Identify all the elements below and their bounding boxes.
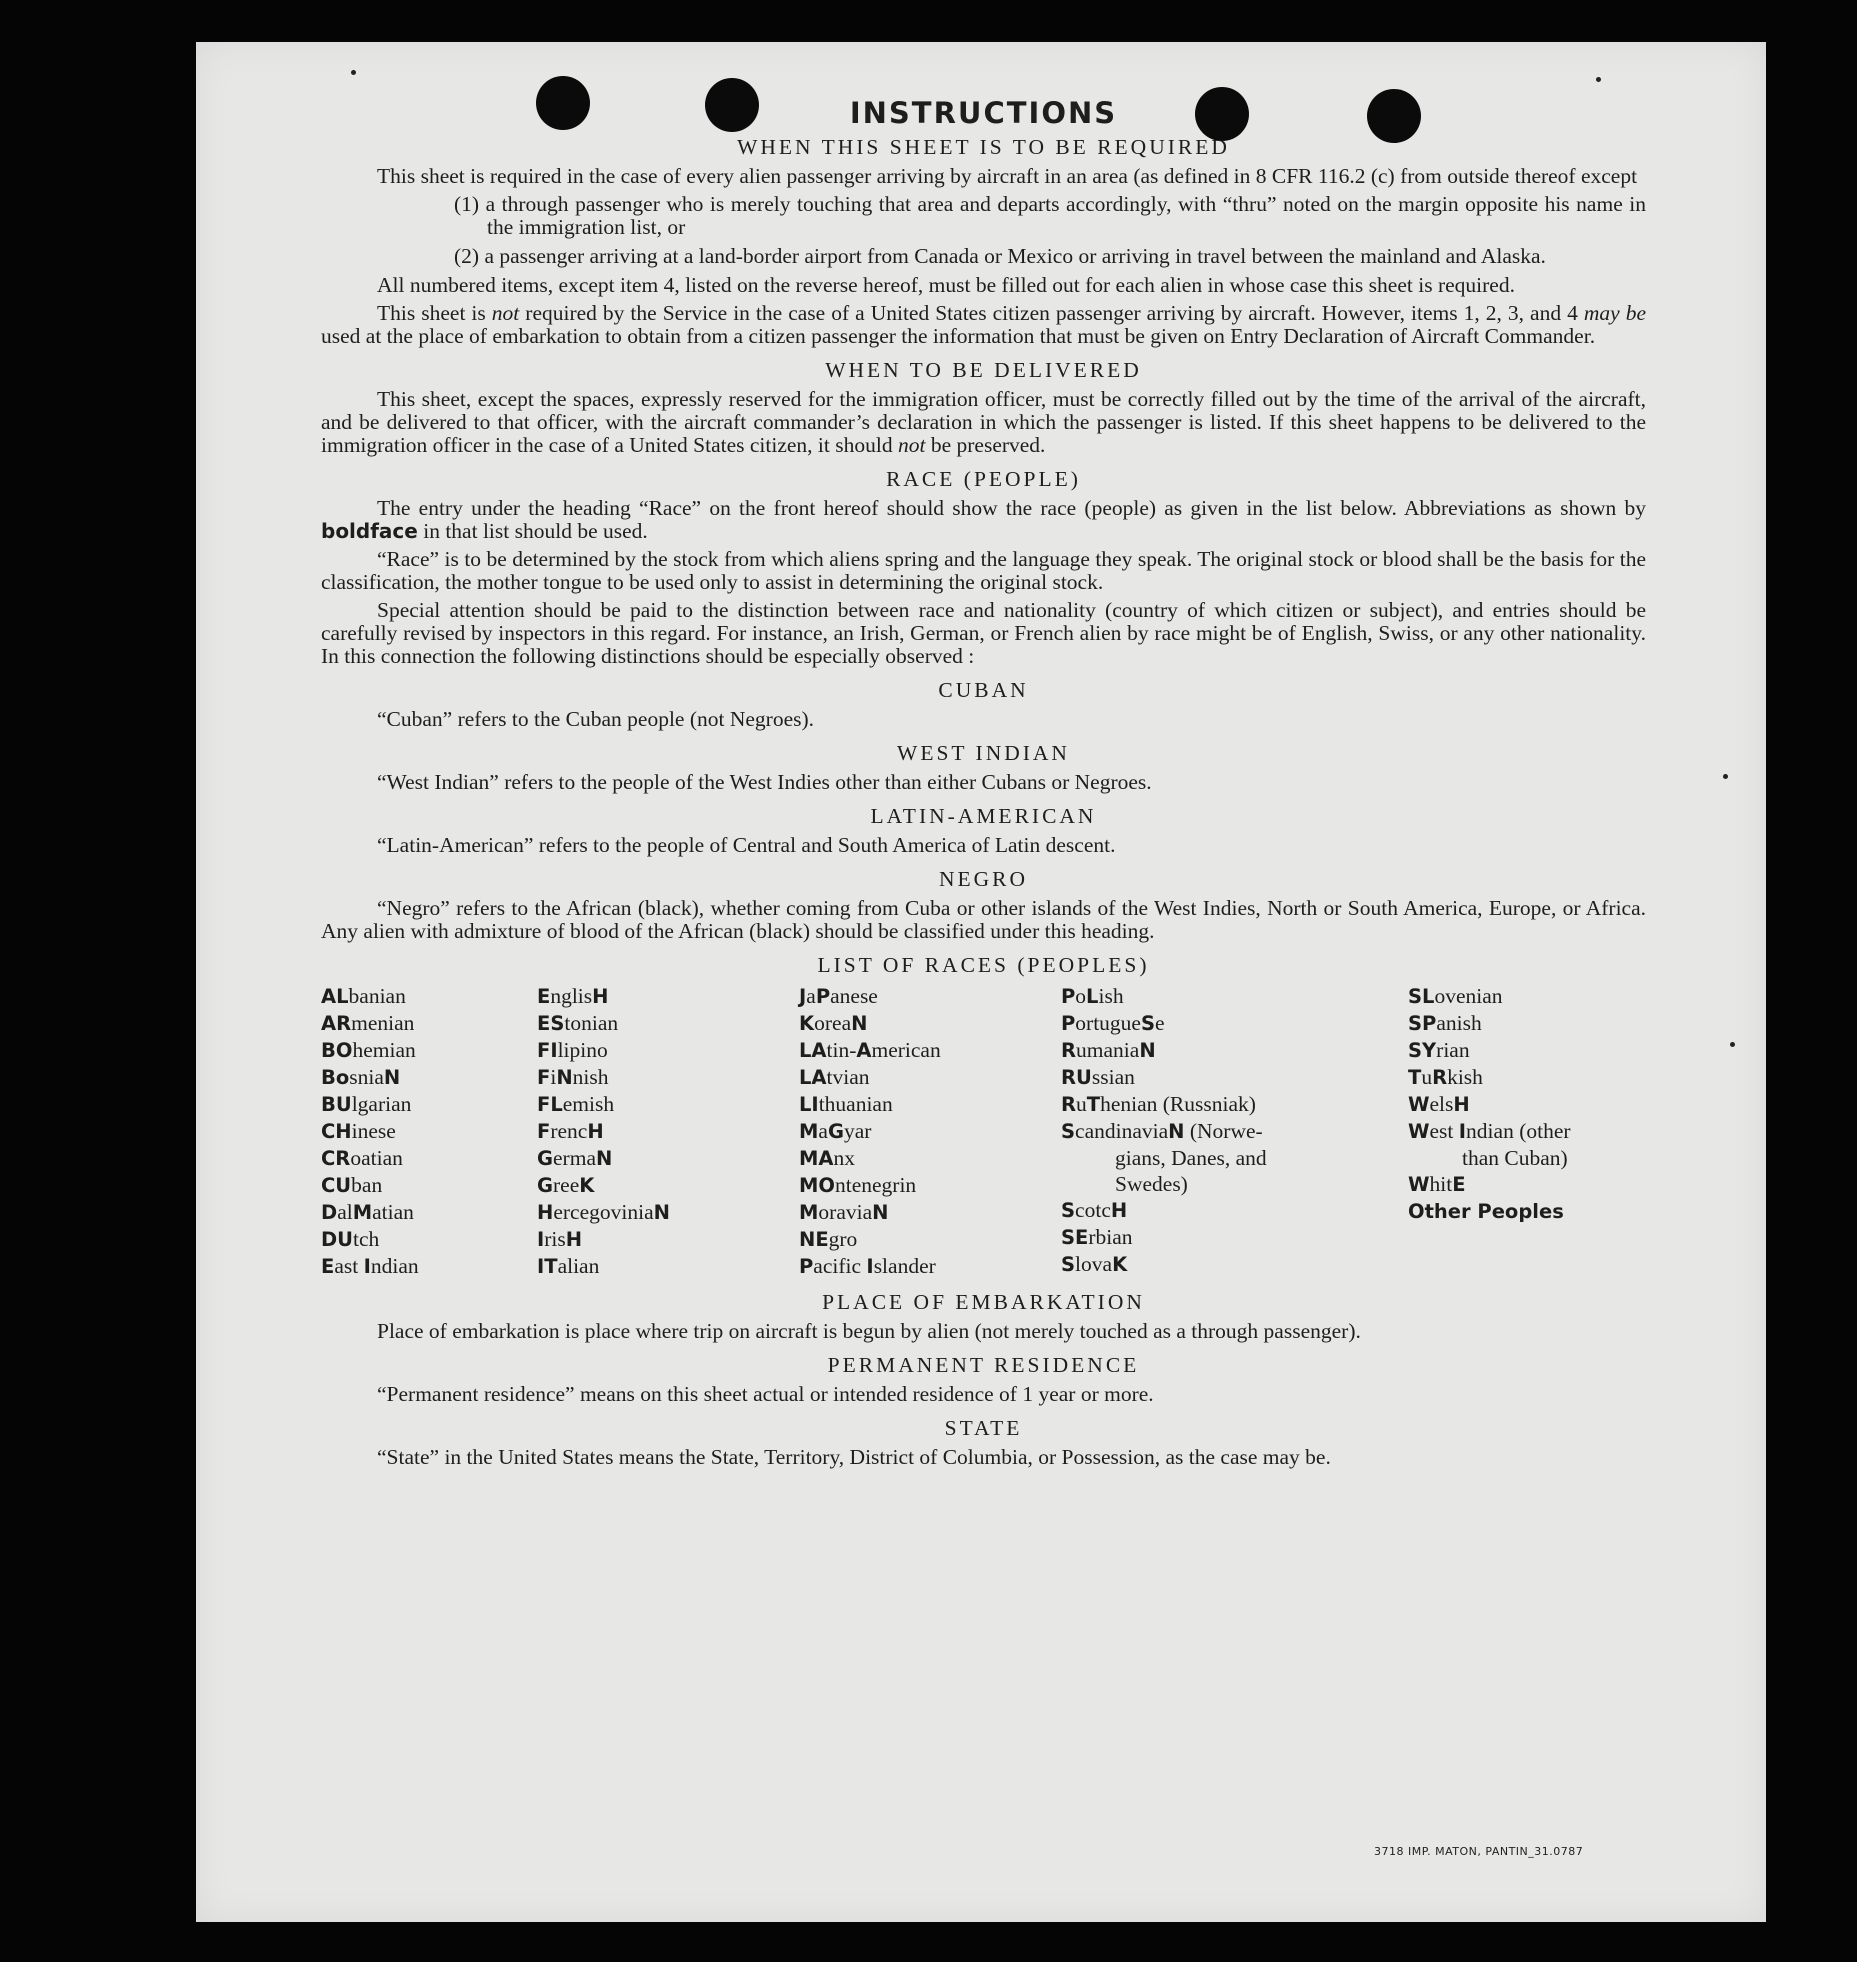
race-abbrev: L [1086, 985, 1099, 1008]
race-abbrev: S [1140, 1012, 1156, 1035]
race-abbrev: H [1453, 1093, 1470, 1116]
race-entry [321, 1172, 537, 1199]
race-text: yar [843, 1119, 872, 1143]
race-abbrev: S [1061, 1120, 1076, 1143]
race-entry [537, 1145, 799, 1172]
race-abbrev: CH [321, 1120, 352, 1143]
race-text: oatian [350, 1146, 403, 1170]
race-abbrev: G [537, 1174, 554, 1197]
race-abbrev: LI [799, 1093, 819, 1116]
text-run: The entry under the heading “Race” on the front hereof should show the race (people) as given in the list below. Abbreviations as shown by [377, 496, 1646, 520]
race-abbrev: F [537, 1066, 551, 1089]
race-text: anish [1436, 1011, 1482, 1035]
race-abbrev: M [799, 1201, 819, 1224]
race-abbrev: F [537, 1120, 551, 1143]
race-abbrev: Other Peoples [1408, 1200, 1564, 1223]
race-text: atian [372, 1200, 414, 1224]
race-abbrev: IT [537, 1255, 558, 1278]
page-title: INSTRUCTIONS [849, 96, 1118, 130]
race-entry [321, 1091, 537, 1118]
text-run: required by the Service in the case of a United States citizen passenger arriving by aircraft. However, items 1, 2, 3, and 4 [519, 301, 1584, 325]
race-abbrev: I [1458, 1120, 1467, 1143]
race-entry [1408, 1010, 1646, 1037]
race-abbrev: K [799, 1012, 815, 1035]
paragraph: “Permanent residence” means on this sheet actual or intended residence of 1 year or more. [377, 1382, 1154, 1406]
race-abbrev: T [1408, 1066, 1422, 1089]
race-text: ris [544, 1227, 566, 1251]
race-column [1061, 983, 1408, 1280]
section-heading: WHEN THIS SHEET IS TO BE REQUIRED [737, 135, 1230, 159]
race-text: ercegovinia [553, 1200, 654, 1224]
race-column [799, 983, 1061, 1280]
race-text: nglis [550, 984, 593, 1008]
race-entry [1408, 1118, 1646, 1145]
section-heading: RACE (PEOPLE) [886, 467, 1081, 491]
race-text: rbian [1088, 1225, 1133, 1249]
race-text: u [1421, 1065, 1433, 1089]
race-text: lipino [557, 1038, 608, 1062]
race-entry [1061, 1064, 1408, 1091]
race-abbrev: M [799, 1120, 819, 1143]
race-text: gians, Danes, and [1115, 1146, 1267, 1170]
race-abbrev: G [537, 1147, 554, 1170]
race-abbrev: E [1452, 1173, 1466, 1196]
race-abbrev: E [537, 985, 551, 1008]
race-entry [1408, 1145, 1646, 1171]
race-text: al [337, 1200, 353, 1224]
race-entry [537, 1172, 799, 1199]
printer-imprint: 3718 IMP. MATON, PANTIN_31.0787 [1374, 1845, 1584, 1858]
race-text: gro [828, 1227, 858, 1251]
race-abbrev: LA [799, 1066, 827, 1089]
race-abbrev: I [537, 1228, 545, 1251]
race-abbrev: R [1061, 1039, 1077, 1062]
race-text: emish [562, 1092, 615, 1116]
race-entry [1061, 1037, 1408, 1064]
race-text: ssian [1091, 1065, 1135, 1089]
race-text: inese [351, 1119, 396, 1143]
race-abbrev: H [592, 985, 609, 1008]
race-abbrev: N [653, 1201, 670, 1224]
race-text: i [550, 1065, 557, 1089]
race-text: els [1429, 1092, 1454, 1116]
race-text: merican [871, 1038, 941, 1062]
race-abbrev: H [565, 1228, 583, 1251]
race-entry [799, 983, 1061, 1010]
race-abbrev: H [1110, 1199, 1128, 1222]
race-text: snia [349, 1065, 384, 1089]
race-entry [321, 1199, 537, 1226]
race-entry [799, 1253, 1061, 1280]
race-entry [1061, 1197, 1408, 1224]
ink-speck [1596, 77, 1601, 82]
race-text: lova [1075, 1252, 1113, 1276]
race-entry [537, 1010, 799, 1037]
race-abbrev: LA [799, 1039, 827, 1062]
race-entry [1061, 1091, 1408, 1118]
text-run: used at the place of embarkation to obtain from a citizen passenger the information that must be given on Entry Declaration of Aircraft Commander. [321, 324, 1596, 348]
race-abbrev: BO [321, 1039, 353, 1062]
race-entry [1061, 1251, 1408, 1278]
race-abbrev: SY [1408, 1039, 1437, 1062]
race-entry [321, 1118, 537, 1145]
race-abbrev: K [1112, 1253, 1128, 1276]
race-abbrev: RU [1061, 1066, 1092, 1089]
race-text: alian [557, 1254, 600, 1278]
race-entry [321, 1064, 537, 1091]
race-text: than Cuban) [1462, 1146, 1568, 1170]
race-text: oravia [818, 1200, 873, 1224]
race-abbrev: P [1061, 985, 1076, 1008]
section-heading: PERMANENT RESIDENCE [827, 1353, 1140, 1377]
race-abbrev: SL [1408, 985, 1435, 1008]
race-entry [799, 1199, 1061, 1226]
section-heading: WEST INDIAN [897, 741, 1070, 765]
boldface-word: boldface [321, 519, 418, 543]
race-entry [321, 1037, 537, 1064]
race-text: ree [553, 1173, 580, 1197]
race-text: acific [813, 1254, 867, 1278]
race-text: tonian [564, 1011, 619, 1035]
race-abbrev: FI [537, 1039, 558, 1062]
race-abbrev: N [595, 1147, 613, 1170]
race-entry [537, 1037, 799, 1064]
race-abbrev: NE [799, 1228, 829, 1251]
section-heading: NEGRO [938, 867, 1029, 891]
race-abbrev: S [1061, 1253, 1076, 1276]
race-text: ortugue [1075, 1011, 1141, 1035]
race-text: umania [1076, 1038, 1140, 1062]
race-abbrev: G [827, 1120, 844, 1143]
race-entry [799, 1064, 1061, 1091]
race-entry [799, 1172, 1061, 1199]
race-abbrev: W [1408, 1173, 1430, 1196]
race-entry [1061, 983, 1408, 1010]
text-run: be preserved. [925, 433, 1046, 457]
race-text: tvian [826, 1065, 870, 1089]
race-entry [321, 1010, 537, 1037]
race-text: erma [553, 1146, 596, 1170]
race-abbrev: MA [799, 1147, 834, 1170]
race-text: ndian [370, 1254, 419, 1278]
race-text: kish [1447, 1065, 1483, 1089]
race-abbrev: FL [537, 1093, 563, 1116]
race-abbrev: H [587, 1120, 604, 1143]
section-heading: LIST OF RACES (PEOPLES) [817, 953, 1150, 977]
race-abbrev: N [556, 1066, 573, 1089]
paragraph: “Latin-American” refers to the people of Central and South America of Latin descent. [377, 833, 1116, 857]
race-entry [1408, 1091, 1646, 1118]
race-abbrev: H [537, 1201, 554, 1224]
race-text: anese [830, 984, 878, 1008]
race-entry [537, 1226, 799, 1253]
text-run: This sheet is [377, 301, 492, 325]
race-text: a [806, 984, 816, 1008]
race-entry [1061, 1145, 1408, 1171]
race-text: tin- [826, 1038, 857, 1062]
race-entry [1408, 1064, 1646, 1091]
race-text: a [818, 1119, 828, 1143]
race-abbrev: P [815, 985, 831, 1008]
race-entry [1061, 1010, 1408, 1037]
race-text: menian [351, 1011, 415, 1035]
instructions-content [321, 96, 1646, 1474]
section-heading: PLACE OF EMBARKATION [822, 1290, 1145, 1314]
paragraph: All numbered items, except item 4, listed on the reverse hereof, must be filled out for each alien in whose case this sheet is required. [377, 273, 1515, 297]
race-entry [1061, 1171, 1408, 1197]
race-text: cotc [1075, 1198, 1111, 1222]
paragraph: “Negro” refers to the African (black), whether coming from Cuba or other islands of the West Indies, North or South America, Europe, or Africa. Any alien with admixture of blood of the African (black) should be classified under this heading. [321, 896, 1646, 943]
race-text: est [1429, 1119, 1459, 1143]
race-text: ntenegrin [834, 1173, 917, 1197]
race-entry [1408, 1198, 1646, 1225]
race-entry [799, 1226, 1061, 1253]
race-entry [321, 1226, 537, 1253]
race-entry [1408, 1037, 1646, 1064]
race-entry [1061, 1118, 1408, 1145]
race-text: hit [1429, 1172, 1453, 1196]
race-text: tch [353, 1227, 380, 1251]
race-abbrev: J [799, 985, 807, 1008]
race-abbrev: K [579, 1174, 595, 1197]
paragraph [321, 497, 1646, 543]
paragraph: Special attention should be paid to the distinction between race and nationality (country of which citizen or subject), and entries should be carefully revised by inspectors in this regard. For instance, an Irish, German, or French alien by race might be of English, Swiss, or any other nationality. In this connection the following distinctions should be especially observed : [321, 598, 1646, 668]
paragraph [321, 388, 1646, 457]
section-heading: WHEN TO BE DELIVERED [825, 358, 1142, 382]
list-item: (1) a through passenger who is merely touching that area and departs accordingly, with “thru” noted on the margin opposite his name in the immigration list, or [454, 192, 1646, 239]
race-text: e [1155, 1011, 1165, 1035]
race-entry [799, 1091, 1061, 1118]
section-heading: LATIN-AMERICAN [870, 804, 1097, 828]
race-abbrev: N [872, 1201, 889, 1224]
race-abbrev: I [363, 1255, 371, 1278]
text-run: in that list should be used. [417, 519, 648, 543]
race-abbrev: P [799, 1255, 814, 1278]
race-abbrev: D [321, 1201, 338, 1224]
race-abbrev: M [352, 1201, 373, 1224]
race-text: o [1075, 984, 1087, 1008]
race-abbrev: N [851, 1012, 868, 1035]
race-abbrev: MO [799, 1174, 835, 1197]
race-entry [537, 1064, 799, 1091]
race-abbrev: S [1061, 1199, 1076, 1222]
section-heading: STATE [944, 1416, 1023, 1440]
race-text: nx [833, 1146, 855, 1170]
race-column [1408, 983, 1646, 1280]
paragraph: “West Indian” refers to the people of the West Indies other than either Cubans or Negroes. [377, 770, 1152, 794]
race-text: Swedes) [1115, 1172, 1188, 1196]
race-abbrev: AR [321, 1012, 352, 1035]
ink-speck [351, 70, 356, 75]
race-text: ndian (other [1466, 1119, 1571, 1143]
race-text: thuanian [818, 1092, 893, 1116]
paragraph: Place of embarkation is place where trip on aircraft is begun by alien (not merely touched as a through passenger). [377, 1319, 1361, 1343]
race-entry [537, 1091, 799, 1118]
race-text: u [1076, 1092, 1087, 1116]
race-abbrev: SP [1408, 1012, 1437, 1035]
race-entry [537, 1199, 799, 1226]
race-text: renc [550, 1119, 588, 1143]
race-abbrev: Bo [321, 1066, 350, 1089]
race-entry [1408, 983, 1646, 1010]
race-entry [799, 1037, 1061, 1064]
section-heading: CUBAN [938, 678, 1029, 702]
race-abbrev: DU [321, 1228, 354, 1251]
race-abbrev: CR [321, 1147, 351, 1170]
race-text: ban [351, 1173, 383, 1197]
race-list [321, 983, 1646, 1280]
race-entry [537, 1253, 799, 1280]
race-abbrev: AL [321, 985, 349, 1008]
race-text: rian [1436, 1038, 1470, 1062]
race-abbrev: N [1139, 1039, 1156, 1062]
race-text: lgarian [351, 1092, 412, 1116]
emphasis-text: may be [1583, 301, 1646, 325]
paragraph: This sheet is required in the case of every alien passenger arriving by aircraft in an area (as defined in 8 CFR 116.2 (c) from outside thereof except [377, 164, 1638, 188]
race-entry [321, 1145, 537, 1172]
race-abbrev: SE [1061, 1226, 1089, 1249]
race-text: henian (Russniak) [1100, 1092, 1256, 1116]
race-text: slander [873, 1254, 936, 1278]
race-abbrev: W [1408, 1120, 1430, 1143]
text-run: This sheet, except the spaces, expressly reserved for the immigration officer, must be correctly filled out by the time of the arrival of the aircraft, and be delivered to that officer, with the aircraft commander’s declaration in which the passenger is listed. If this sheet happens to be delivered to the immigration officer in the case of a United States citizen, it should [321, 387, 1646, 457]
race-entry [321, 1253, 537, 1280]
race-abbrev: BU [321, 1093, 352, 1116]
paragraph: “State” in the United States means the State, Territory, District of Columbia, or Possession, as the case may be. [377, 1445, 1331, 1469]
race-entry [537, 1118, 799, 1145]
race-column [537, 983, 799, 1280]
race-text: banian [348, 984, 406, 1008]
race-entry [1408, 1171, 1646, 1198]
race-entry [799, 1010, 1061, 1037]
paragraph [321, 302, 1646, 348]
race-entry [1061, 1224, 1408, 1251]
document-sheet [196, 42, 1766, 1922]
race-abbrev: R [1061, 1093, 1077, 1116]
race-text: ast [334, 1254, 364, 1278]
race-text: candinavia [1075, 1119, 1169, 1143]
race-abbrev: R [1432, 1066, 1448, 1089]
race-entry [799, 1145, 1061, 1172]
list-item: (2) a passenger arriving at a land-border airport from Canada or Mexico or arriving in travel between the mainland and Alaska. [454, 244, 1546, 268]
race-abbrev: T [1086, 1093, 1101, 1116]
emphasis-text: not [491, 301, 520, 325]
race-abbrev: CU [321, 1174, 352, 1197]
race-abbrev: W [1408, 1093, 1430, 1116]
race-text: orea [814, 1011, 852, 1035]
race-entry [321, 983, 537, 1010]
paragraph: “Cuban” refers to the Cuban people (not Negroes). [377, 707, 815, 731]
race-column [321, 983, 537, 1280]
race-entry [799, 1118, 1061, 1145]
ink-speck [1723, 774, 1728, 779]
emphasis-text: not [897, 433, 926, 457]
race-abbrev: ES [537, 1012, 565, 1035]
race-text: ovenian [1434, 984, 1503, 1008]
race-text: hemian [352, 1038, 416, 1062]
race-abbrev: N [1168, 1120, 1185, 1143]
race-abbrev: N [383, 1066, 401, 1089]
race-abbrev: E [321, 1255, 335, 1278]
race-abbrev: I [866, 1255, 874, 1278]
race-text: ish [1098, 984, 1124, 1008]
paragraph: “Race” is to be determined by the stock from which aliens spring and the language they speak. The original stock or blood shall be the basis for the classification, the mother tongue to be used only to assist in determining the original stock. [321, 547, 1646, 594]
race-abbrev: P [1061, 1012, 1076, 1035]
race-entry [537, 983, 799, 1010]
ink-speck [1730, 1042, 1735, 1047]
race-abbrev: A [856, 1039, 872, 1062]
race-text: (Norwe- [1184, 1119, 1263, 1143]
race-text: nish [572, 1065, 609, 1089]
